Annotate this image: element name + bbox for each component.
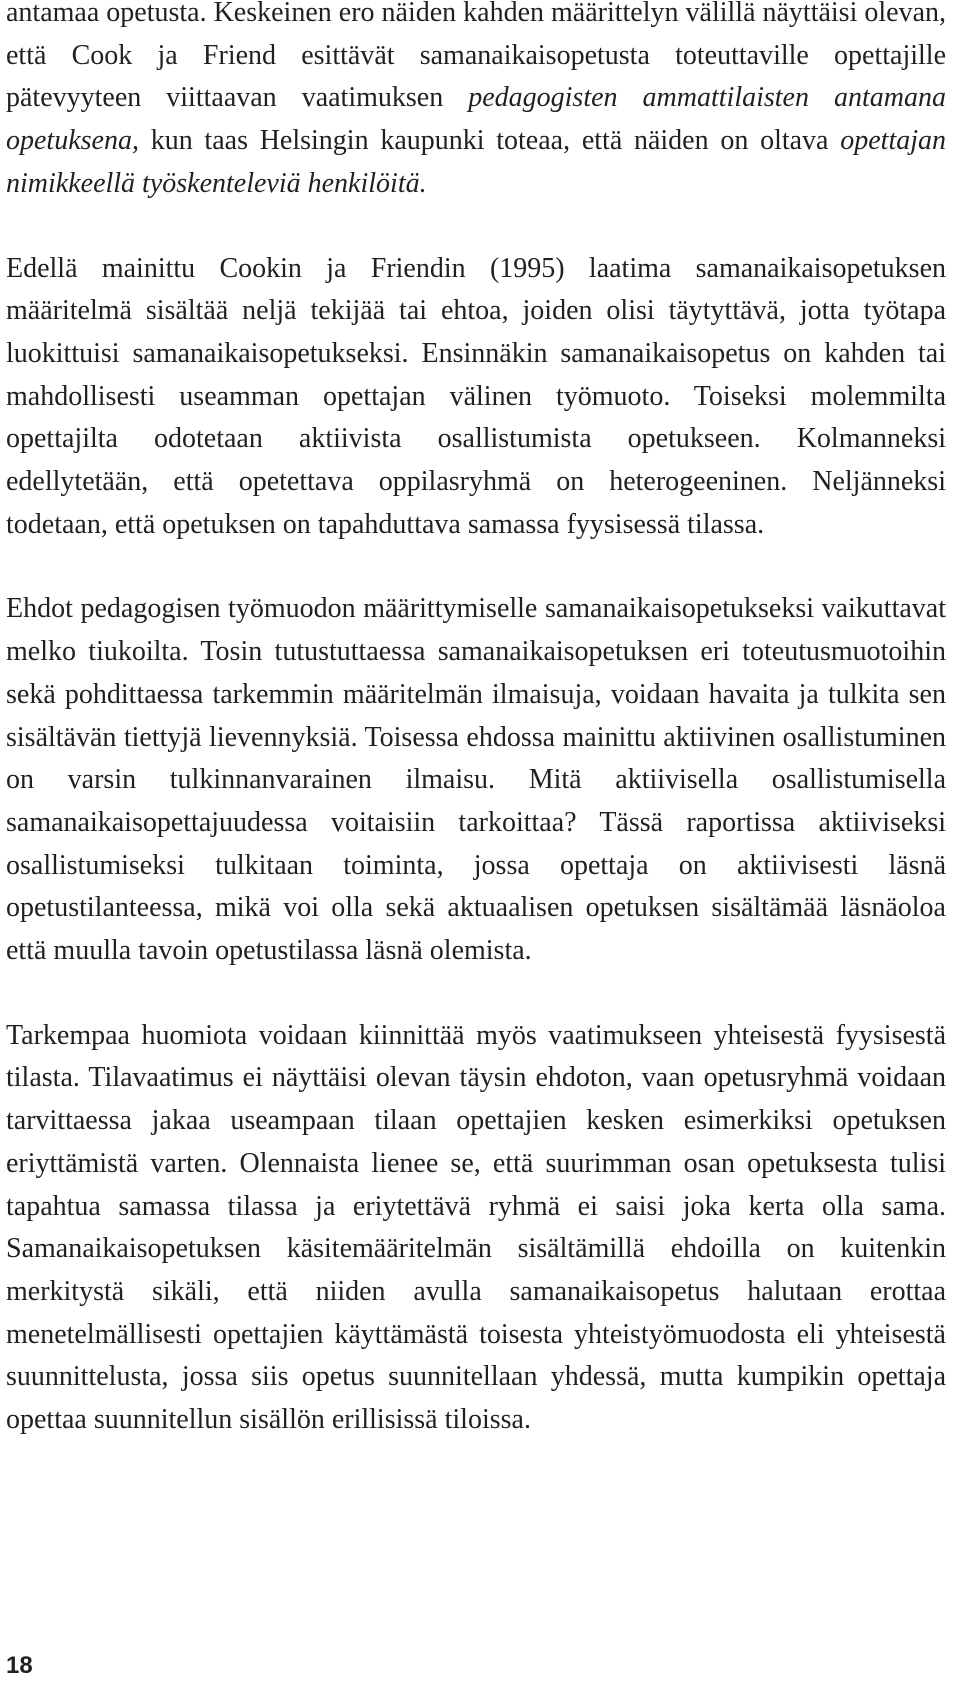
paragraph-2-text: Edellä mainittu Cookin ja Friendin (1995) laatima samanaikaisopetuksen määritelmä sisältää neljä tekijää tai ehtoa, joiden olisi täytyttävä, jotta työtapa luokittuisi samanaikaisopetukseksi. Ensinnäkin samanaikaisopetus on kahden tai mahdollisesti useamman opettajan välinen työmuoto. Toiseksi molemmilta opettajilta odotetaan aktiivista osallistumista opetukseen. Kolmanneksi edellytetään, että opetettava oppilasryhmä on heterogeeninen. Neljänneksi todetaan, että opetuksen on tapahduttava samassa fyysisessä tilassa. bbox=[6, 252, 946, 540]
paragraph-4-text: Tarkempaa huomiota voidaan kiinnittää myös vaatimukseen yhteisestä fyysisestä tilasta. Tilavaatimus ei näyttäisi olevan täysin ehdoton, vaan opetusryhmä voidaan tarvittaessa jakaa useampaan tilaan opettajien kesken esimerkiksi opetuksen eriyttämistä varten. Olennaista lienee se, että suurimman osan opetuksesta tulisi tapahtua samassa tilassa ja eriytettävä ryhmä ei saisi joka kerta olla sama. Samanaikaisopetuksen käsitemääritelmän sisältämillä ehdoilla on kuitenkin merkitystä sikäli, että niiden avulla samanaikaisopetus halutaan erottaa menetelmällisesti opettajien käyttämästä toisesta yhteistyömuodosta eli yhteisestä suunnittelusta, jossa siis opetus suunnitellaan yhdessä, mutta kumpikin opettaja opettaa suunnitellun sisällön erillisissä tiloissa. bbox=[6, 1019, 946, 1436]
paragraph-1-italic-2: opettajan nimikkeellä työskenteleviä henkilöitä. bbox=[6, 125, 946, 199]
paragraph-4 bbox=[6, 1015, 946, 1442]
paragraph-1-italic-1: pedagogisten ammattilaisten antamana opetuksena, bbox=[6, 82, 946, 157]
paragraph-3-text: Ehdot pedagogisen työmuodon määrittymiselle samanaikaisopetukseksi vaikuttavat melko tiukoilta. Tosin tutustuttaessa samanaikaisopetuksen eri toteutusmuotoihin sekä pohdittaessa tarkemmin määritelmän ilmaisuja, voidaan havaita ja tulkita sen sisältävän tiettyjä lievennyksiä. Toisessa ehdossa mainittu aktiivinen osallistuminen on varsin tulkinnanvarainen ilmaisu. Mitä aktiivisella osallistumisella samanaikaisopettajuudessa voitaisiin tarkoittaa? Tässä raportissa aktiiviseksi osallistumiseksi tulkitaan toiminta, jossa opettaja on aktiivisesti läsnä opetustilanteessa, mikä voi olla sekä aktuaalisen opetuksen sisältämää läsnäoloa että muulla tavoin opetustilassa läsnä olemista. bbox=[6, 593, 946, 967]
paragraph-2 bbox=[6, 248, 946, 547]
document-page bbox=[6, 0, 946, 1442]
paragraph-1-text-2: kun taas Helsingin kaupunki toteaa, että näiden on oltava bbox=[138, 125, 841, 157]
paragraph-1-text-1: antamaa opetusta. Keskeinen ero näiden kahden määrittelyn välillä näyttäisi olevan, että Cook ja Friend esittävät samanaikaisopetusta toteuttaville opettajille pätevyyteen viittaavan vaatimuksen bbox=[6, 0, 946, 114]
paragraph-1 bbox=[6, 0, 946, 206]
page-number: 18 bbox=[6, 1652, 33, 1679]
paragraph-3 bbox=[6, 588, 946, 972]
